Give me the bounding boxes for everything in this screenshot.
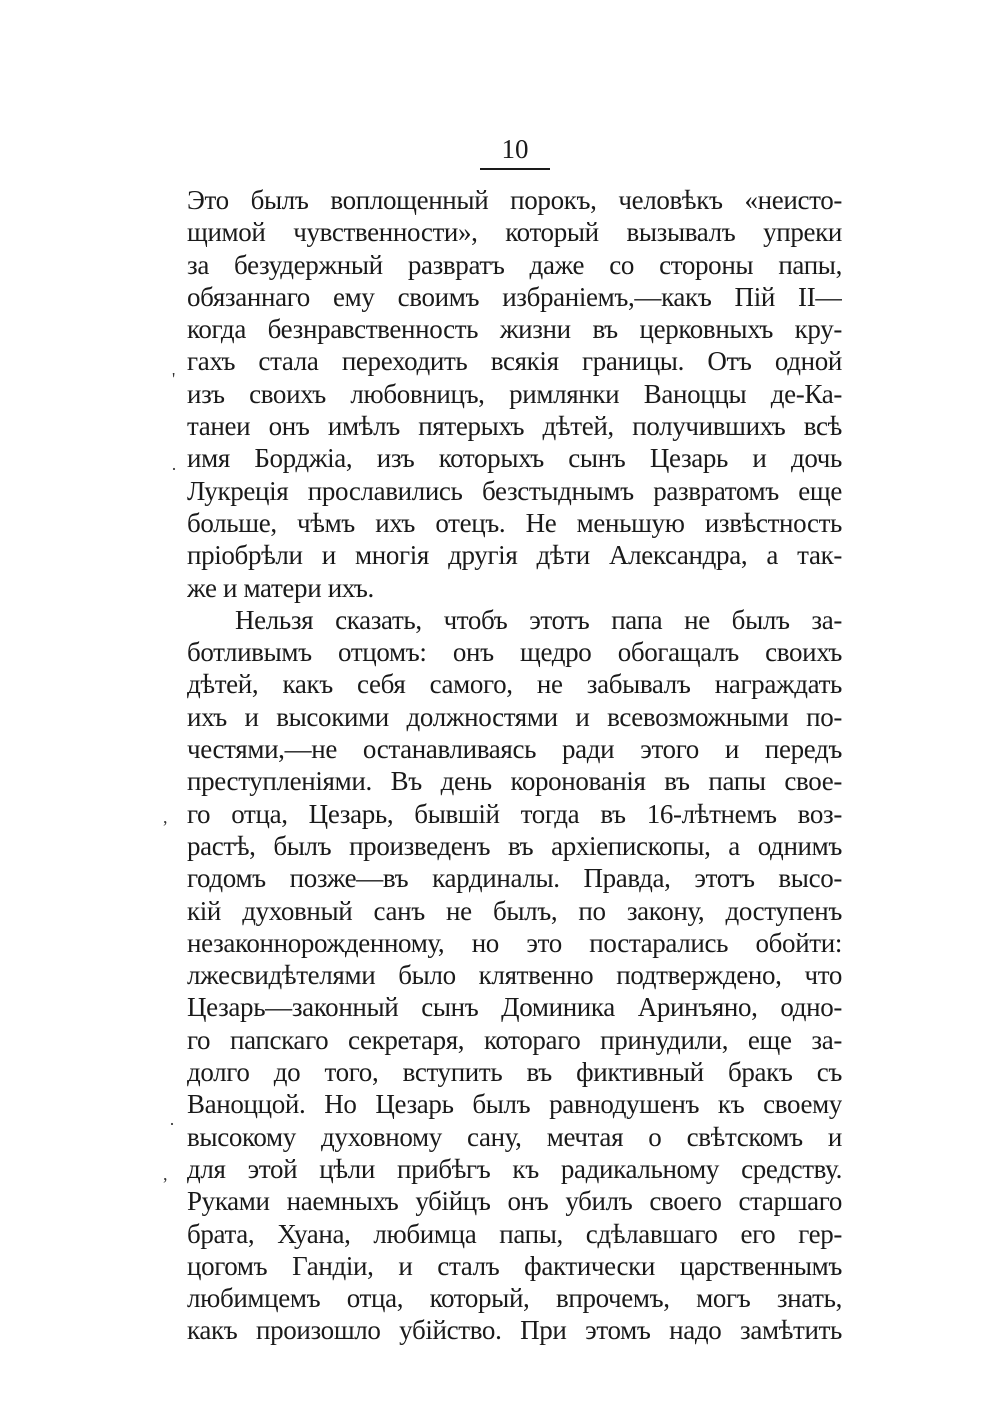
text-line: го отца, Цезарь, бывшій тогда въ 16-лѣтнемъ воз- bbox=[187, 798, 842, 829]
text-line: изъ своихъ любовницъ, римлянки Ваноццы де-Ка- bbox=[187, 378, 842, 409]
text-line: танеи онъ имѣлъ пятерыхъ дѣтей, получившихъ всѣ bbox=[187, 411, 842, 442]
text-line: обязаннаго ему своимъ избраніемъ,—какъ Пій II— bbox=[187, 281, 842, 312]
paragraph bbox=[187, 184, 842, 604]
text-line: незаконнорожденному, но это постарались обойти: bbox=[187, 927, 842, 958]
text-line: Нельзя сказать, чтобъ этотъ папа не былъ за- bbox=[235, 604, 842, 635]
body-text bbox=[187, 184, 842, 1347]
text-line: пріобрѣли и многія другія дѣти Александра, а так- bbox=[187, 540, 842, 571]
text-line: какъ произошло убійство. При этомъ надо замѣтить bbox=[187, 1315, 842, 1346]
text-line: ихъ и высокими должностями и всевозможными по- bbox=[187, 701, 842, 732]
text-line: высокому духовному сану, мечтая о свѣтскомъ и bbox=[187, 1121, 842, 1152]
text-line: долго до того, вступить въ фиктивный бракъ съ bbox=[187, 1057, 842, 1088]
text-line: честями,—не останавливаясь ради этого и передъ bbox=[187, 734, 842, 765]
text-line: Лукреція прославились безстыднымъ развратомъ еще bbox=[187, 475, 842, 506]
text-line: растѣ, былъ произведенъ въ архіепископы, а однимъ bbox=[187, 830, 842, 861]
text-line: гахъ стала переходить всякія границы. Отъ одной bbox=[187, 346, 842, 377]
text-line: Цезарь—законный сынъ Доминика Аринъяно, одно- bbox=[187, 992, 842, 1023]
text-line: го папскаго секретаря, котораго принудили, еще за- bbox=[187, 1024, 842, 1055]
text-line: цогомъ Гандіи, и сталъ фактически царственнымъ bbox=[187, 1250, 842, 1281]
paragraph bbox=[187, 604, 842, 1347]
margin-mark: · bbox=[169, 1114, 175, 1134]
text-line: Руками наемныхъ убійцъ онъ убилъ своего старшаго bbox=[187, 1186, 842, 1217]
text-line: Это былъ воплощенный порокъ, человѣкъ «неисто- bbox=[187, 185, 842, 215]
margin-mark: · bbox=[171, 459, 177, 479]
page-number-rule bbox=[480, 168, 550, 170]
text-line: для этой цѣли прибѣгъ къ радикальному средству. bbox=[187, 1153, 842, 1184]
text-line: брата, Хуана, любимца папы, сдѣлавшаго его гер- bbox=[187, 1218, 842, 1249]
text-line: кій духовный санъ не былъ, по закону, доступенъ bbox=[187, 895, 842, 926]
text-line: же и матери ихъ. bbox=[187, 572, 374, 603]
text-line: когда безнравственность жизни въ церковныхъ кру- bbox=[187, 314, 842, 345]
page-number: 10 bbox=[501, 134, 529, 164]
text-line: Ваноццой. Но Цезарь былъ равнодушенъ къ своему bbox=[187, 1089, 842, 1120]
margin-mark: ' bbox=[172, 369, 176, 389]
text-line: дѣтей, какъ себя самого, не забывалъ награждать bbox=[187, 669, 842, 700]
text-line: преступленіями. Въ день коронованія въ папы свое- bbox=[187, 766, 842, 797]
text-line: ботливымъ отцомъ: онъ щедро обогащалъ своихъ bbox=[187, 637, 842, 668]
text-line: лжесвидѣтелями было клятвенно подтверждено, что bbox=[187, 960, 842, 991]
margin-mark: , bbox=[163, 1164, 168, 1184]
text-line: щимой чувственности», который вызывалъ упреки bbox=[187, 217, 842, 248]
text-line: имя Борджіа, изъ которыхъ сынъ Цезарь и дочь bbox=[187, 443, 842, 474]
text-line: любимцемъ отца, который, впрочемъ, могъ знать, bbox=[187, 1283, 842, 1314]
text-line: за безудержный развратъ даже со стороны папы, bbox=[187, 249, 842, 280]
text-line: годомъ позже—въ кардиналы. Правда, этотъ высо- bbox=[187, 863, 842, 894]
margin-mark: , bbox=[163, 807, 168, 827]
text-line: больше, чѣмъ ихъ отецъ. Не меньшую извѣстность bbox=[187, 507, 842, 538]
